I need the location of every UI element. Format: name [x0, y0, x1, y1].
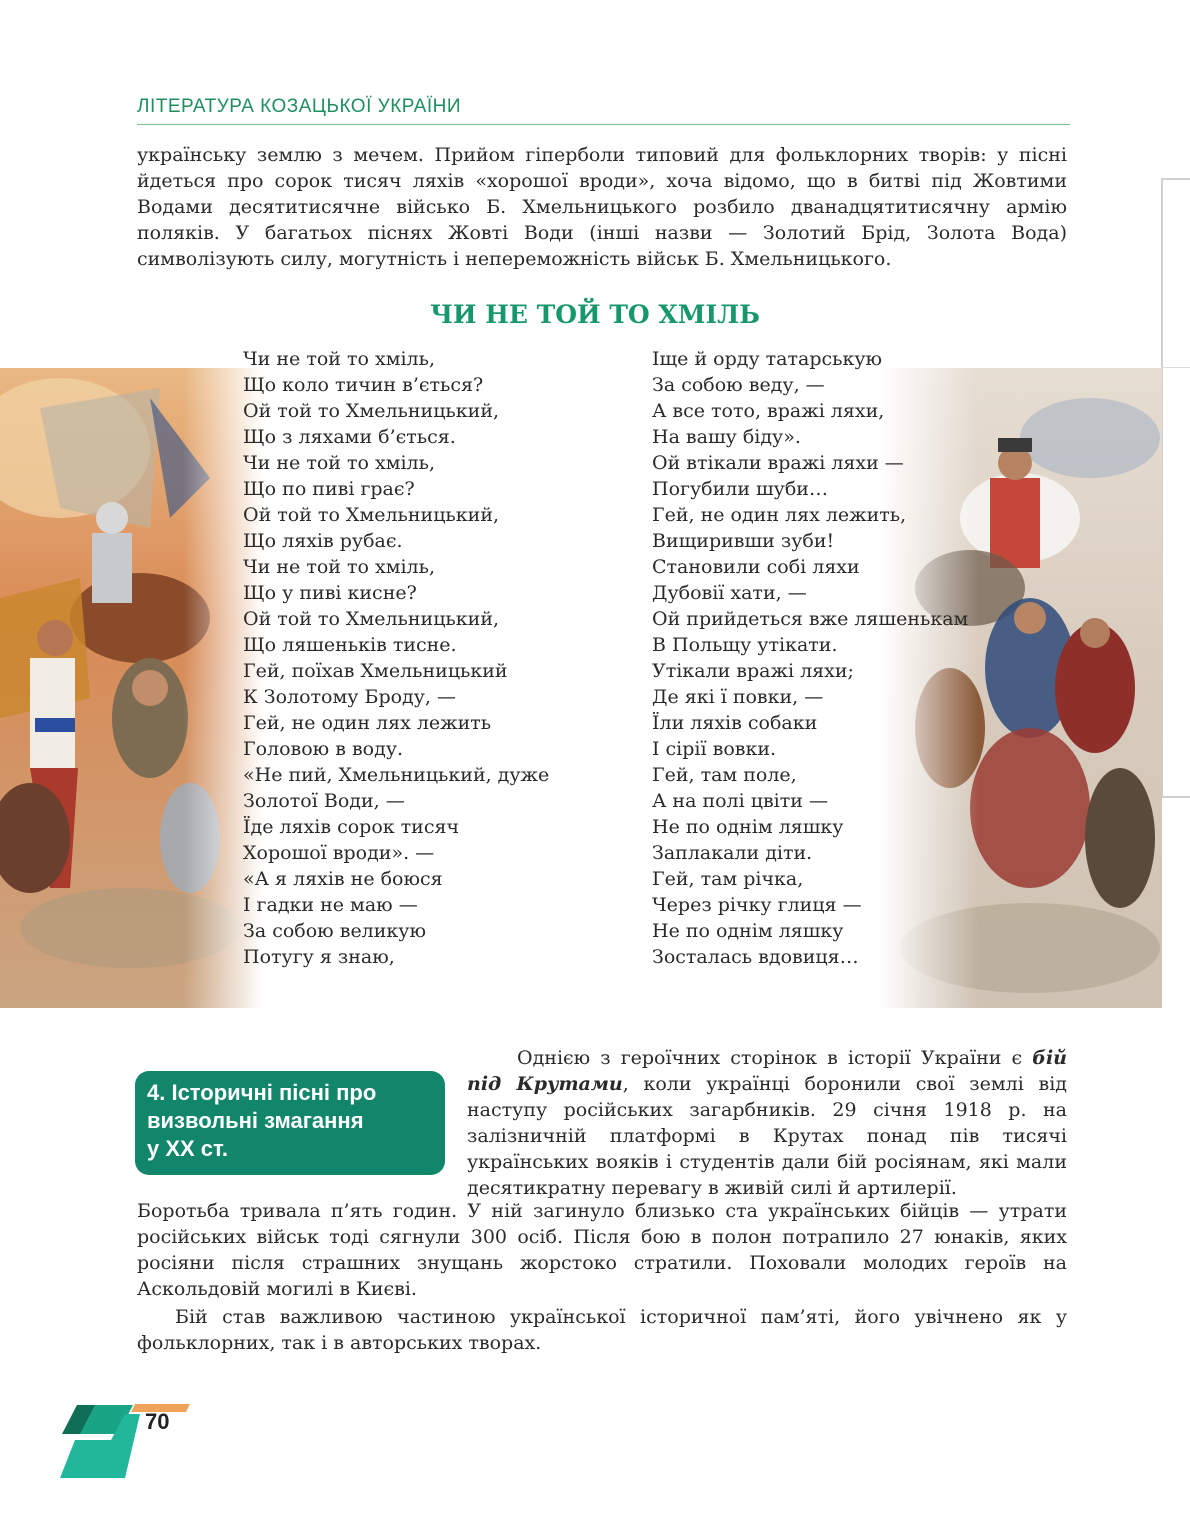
page-corner-logo	[55, 1400, 195, 1480]
poem-line: Ой той то Хмельницький,	[243, 400, 500, 422]
poem-line: Гей, там річка,	[652, 868, 804, 890]
section-heading-badge	[135, 1071, 445, 1175]
battle-paragraph: Боротьба тривала п’ять годин. У ній загинуло близько ста українських бійців — утрати російських військ тоді сягнули 300 осіб. Після бою в полон потрапило 27 юнаків, яких росіяни після страшних знущань жорстоко стратили. Поховали молодих героїв на Аскольдовій могилі в Києві.	[137, 1200, 1067, 1300]
kruty-paragraph	[467, 1045, 1067, 1201]
poem-line: К Золотому Броду, —	[243, 686, 456, 708]
page-number: 70	[145, 1409, 170, 1434]
poem-line: Що ляшеньків тисне.	[243, 634, 457, 656]
poem-line: А на полі цвіти —	[652, 790, 828, 812]
poem-line: Зосталась вдовиця…	[652, 946, 859, 968]
poem-line: Утікали вражі ляхи;	[652, 660, 854, 682]
poem-line: Через річку глиця —	[652, 894, 862, 916]
poem-column-left	[243, 346, 549, 970]
poem-line: Дубовії хати, —	[652, 582, 807, 604]
poem-line: Ой прийдеться вже ляшенькам	[652, 608, 969, 630]
section-heading-line: визвольні змагання	[147, 1108, 364, 1133]
margin-tick-mid	[1161, 367, 1190, 368]
section-heading-line: у ХХ ст.	[147, 1136, 228, 1161]
poem-line: Їде ляхів сорок тисяч	[243, 816, 460, 838]
poem-line: Іще й орду татарськую	[652, 348, 883, 370]
poem-title: ЧИ НЕ ТОЙ ТО ХМІЛЬ	[430, 300, 760, 329]
poem-line: Що у пиві кисне?	[243, 582, 417, 604]
poem-line: За собою веду, —	[652, 374, 825, 396]
intro-paragraph: українську землю з мечем. Прийом гіперболи типовий для фольклорних творів: у пісні йдеться про сорок тисяч ляхів «хорошої вроди», хоча відомо, що в битві під Жовтими Водами десятитисячне військо Б. Хмельницького розбило дванадцятитисячну армію поляків. У багатьох піснях Жовті Води (інші назви — Золотий Брід, Золота Вода) символізують силу, могутність і непереможність військ Б. Хмельницького.	[137, 144, 1067, 270]
poem-line: Головою в воду.	[243, 738, 404, 760]
kruty-text-end: , коли українці боронили свої землі від наступу російських загарбників. 29 січня 1918 р. на залізничній платформі в Крутах понад пів тисячі українських вояків і студентів дали бій росіянам, які мали десятикратну перевагу в живій силі й артилерії.	[467, 1073, 1067, 1199]
poem-line: Гей, поїхав Хмельницький	[243, 660, 508, 682]
poem-line: Чи не той то хміль,	[243, 556, 436, 578]
poem-line: Ой той то Хмельницький,	[243, 504, 500, 526]
poem-line: Чи не той то хміль,	[243, 348, 436, 370]
poem-line: «Не пий, Хмельницький, дуже	[243, 764, 550, 786]
poem-line: Заплакали діти.	[652, 842, 813, 864]
poem-line: Що коло тичин в’ється?	[243, 374, 484, 396]
poem-line: Ой той то Хмельницький,	[243, 608, 500, 630]
margin-tick-top	[1161, 178, 1190, 180]
poem-line: «А я ляхів не боюся	[243, 868, 443, 890]
poem-line: Вищиривши зуби!	[652, 530, 835, 552]
margin-tick-bottom	[1161, 796, 1190, 798]
battle-painting-left	[0, 368, 262, 1008]
kruty-text-start: Однією з героїчних сторінок в історії України є	[517, 1047, 1033, 1069]
poem-line: Гей, не один лях лежить	[243, 712, 492, 734]
poem-column-right	[652, 346, 968, 970]
poem-line: Що ляхів рубає.	[243, 530, 403, 552]
poem-line: Що по пиві грає?	[243, 478, 415, 500]
poem-line: Гей, не один лях лежить,	[652, 504, 907, 526]
poem-line: Хорошої вроди». —	[243, 842, 435, 864]
poem-line: В Польщу утікати.	[652, 634, 838, 656]
poem-line: На вашу біду».	[652, 426, 801, 448]
poem-line: Де які ї повки, —	[652, 686, 824, 708]
poem-line: А все тото, вражі ляхи,	[652, 400, 885, 422]
poem-line: Погубили шуби…	[652, 478, 828, 500]
kruty-term: бій під Крутами	[467, 1047, 1067, 1095]
poem-line: Їли ляхів собаки	[652, 712, 818, 734]
poem-line: Що з ляхами б’ється.	[243, 426, 456, 448]
memory-paragraph: Бій став важливою частиною української історичної пам’яті, його увічнено як у фольклорних, так і в авторських творах.	[137, 1306, 1067, 1354]
poem-line: Становили собі ляхи	[652, 556, 860, 578]
poem-line: І гадки не маю —	[243, 894, 418, 916]
poem-line: Золотої Води, —	[243, 790, 405, 812]
running-header: ЛІТЕРАТУРА КОЗАЦЬКОЇ УКРАЇНИ	[137, 96, 1070, 125]
poem-line: Не по однім ляшку	[652, 816, 844, 838]
poem-line: Не по однім ляшку	[652, 920, 844, 942]
poem-line: Ой втікали вражі ляхи —	[652, 452, 904, 474]
poem-line: Гей, там поле,	[652, 764, 797, 786]
poem-line: Чи не той то хміль,	[243, 452, 436, 474]
poem-line: За собою великую	[243, 920, 427, 942]
poem-line: Потугу я знаю,	[243, 946, 395, 968]
poem-line: І сірії вовки.	[652, 738, 777, 760]
section-heading-line: 4. Історичні пісні про	[147, 1080, 377, 1105]
